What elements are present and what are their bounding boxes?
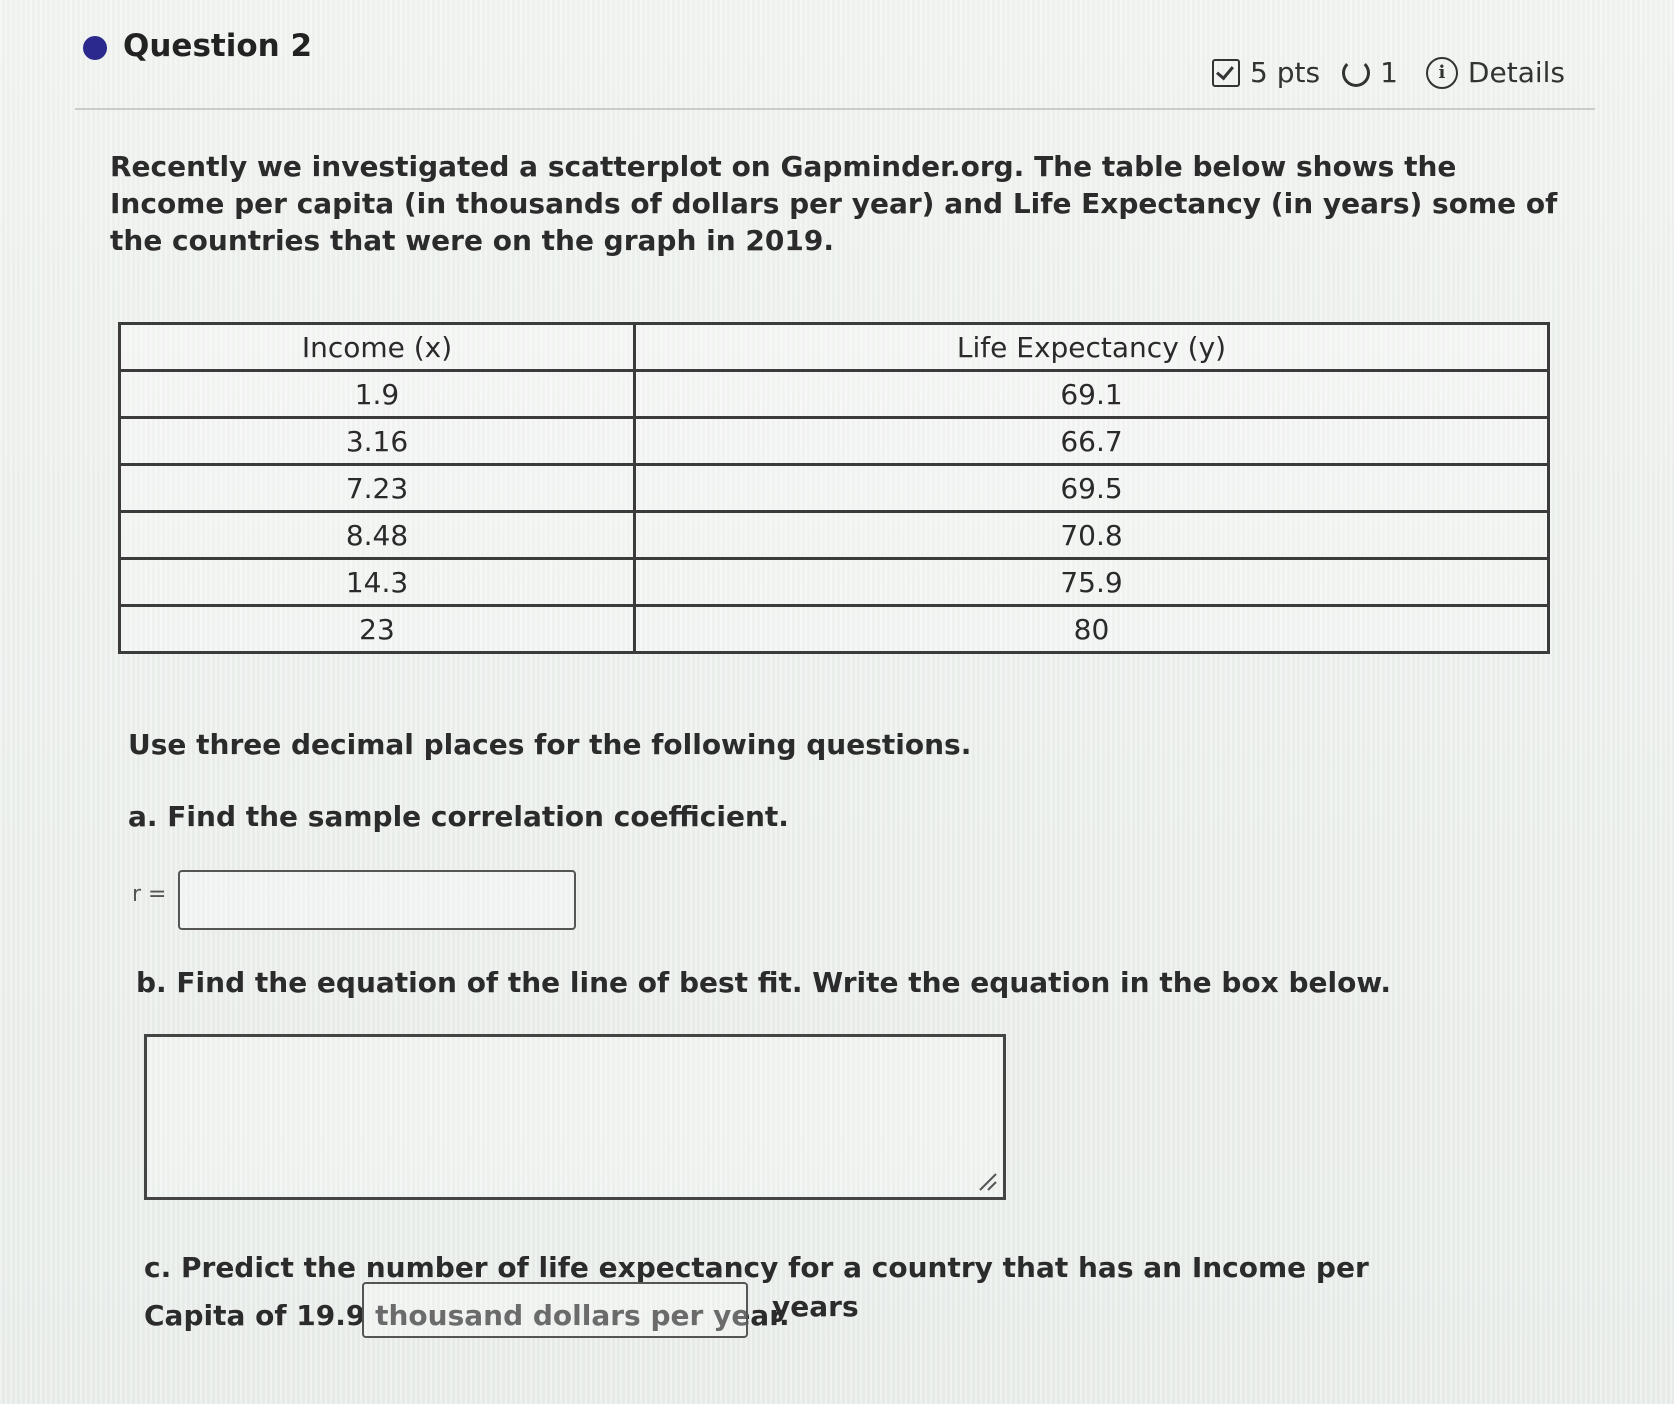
life-expectancy-cell: 75.9 <box>634 559 1548 606</box>
income-cell: 1.9 <box>120 371 635 418</box>
details-link[interactable]: Details <box>1467 56 1565 89</box>
retry-icon <box>1342 59 1370 87</box>
table-row <box>120 418 1549 465</box>
table-header-row <box>120 324 1549 371</box>
table-row <box>120 606 1549 653</box>
table-row <box>120 371 1549 418</box>
life-expectancy-header: Life Expectancy (y) <box>634 324 1548 371</box>
info-icon[interactable]: i <box>1426 57 1458 89</box>
question-meta <box>1212 56 1565 89</box>
question-header <box>75 20 1595 110</box>
r-label: r = <box>132 882 167 907</box>
equation-textarea[interactable] <box>144 1034 1006 1200</box>
question-status-dot <box>83 36 107 60</box>
checkbox-edit-icon <box>1212 59 1240 87</box>
points-label: 5 pts <box>1250 56 1321 89</box>
income-cell: 23 <box>120 606 635 653</box>
life-expectancy-cell: 69.1 <box>634 371 1548 418</box>
correlation-input[interactable] <box>178 870 576 930</box>
life-expectancy-cell: 66.7 <box>634 418 1548 465</box>
question-intro: Recently we investigated a scatterplot on Gapminder.org. The table below shows the Income per capita (in thousands of dollars per year) and Life Expectancy (in years) some of the countries that were on the graph in 2019. <box>110 150 1558 257</box>
income-header: Income (x) <box>120 324 635 371</box>
part-a-prompt: a. Find the sample correlation coefficient. <box>128 800 789 833</box>
part-b-prompt: b. Find the equation of the line of best fit. Write the equation in the box below. <box>136 966 1392 999</box>
part-c-prompt: c. Predict the number of life expectancy for a country that has an Income per Capita of 19.9 thousand dollars per year. <box>144 1251 1369 1332</box>
income-cell: 7.23 <box>120 465 635 512</box>
table-row <box>120 512 1549 559</box>
years-unit-label: years <box>772 1290 859 1323</box>
table-row <box>120 465 1549 512</box>
prediction-input[interactable] <box>362 1282 748 1338</box>
life-expectancy-cell: 70.8 <box>634 512 1548 559</box>
life-expectancy-cell: 80 <box>634 606 1548 653</box>
income-cell: 3.16 <box>120 418 635 465</box>
resize-handle-icon[interactable] <box>976 1170 998 1192</box>
data-table <box>118 322 1550 654</box>
life-expectancy-cell: 69.5 <box>634 465 1548 512</box>
table-row <box>120 559 1549 606</box>
question-title: Question 2 <box>123 28 313 64</box>
attempts-count: 1 <box>1380 56 1398 89</box>
income-cell: 8.48 <box>120 512 635 559</box>
instructions-text: Use three decimal places for the following questions. <box>128 728 972 761</box>
income-cell: 14.3 <box>120 559 635 606</box>
